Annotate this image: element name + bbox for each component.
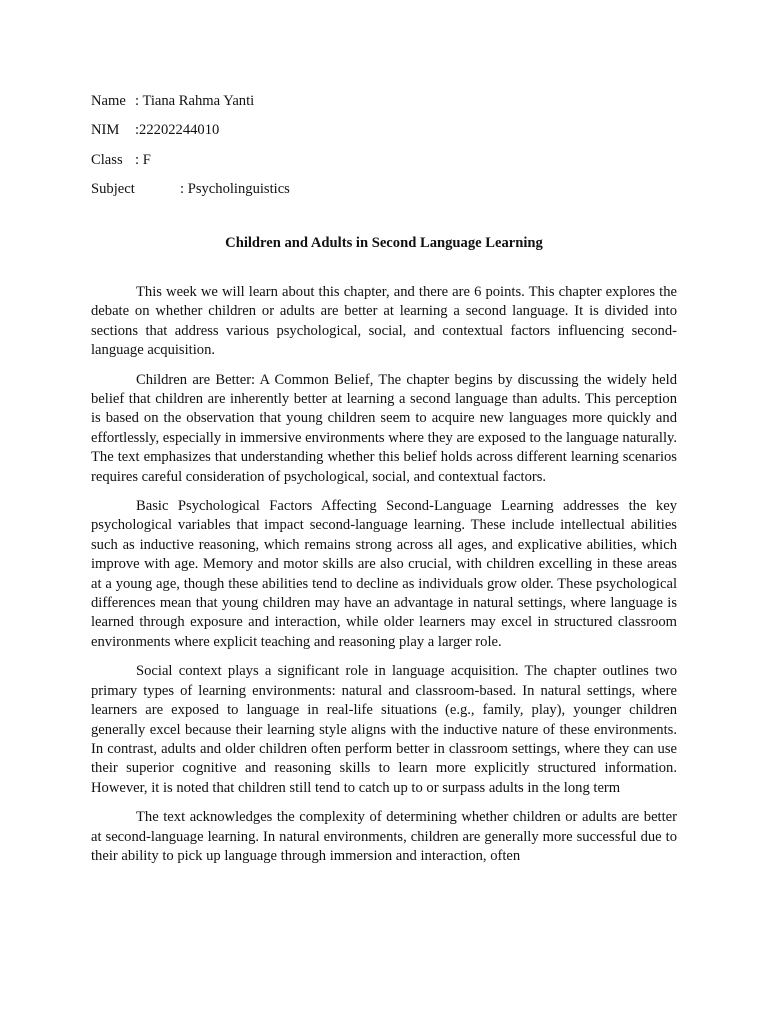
nim-value: :22202244010 [135,122,220,139]
name-value: : Tiana Rahma Yanti [135,93,255,109]
paragraph-intro: This week we will learn about this chapter, and there are 6 points. This chapter explores the debate on whether children or adults are better at learning a second language. It is divided into sections that address various psychological, social, and contextual factors influencing second-language acquisition. [91,283,677,359]
subject-value: : Psycholinguistics [180,181,290,198]
class-row [91,151,677,170]
document-body [91,283,677,866]
class-value: : F [135,151,151,168]
name-row [91,92,677,111]
paragraph-psychological-factors: Basic Psychological Factors Affecting Second-Language Learning addresses the key psychological variables that impact second-language learning. These include intellectual abilities such as inductive reasoning, which remains strong across all ages, and explicative abilities, which improve with age. Memory and motor skills are also crucial, with children excelling in these areas at a young age, though these abilities tend to decline as individuals grow older. These psychological differences mean that young children may have an advantage in natural settings, where language is learned through exposure and interaction, while older learners may excel in structured classroom environments where explicit teaching and reasoning play a larger role. [91,498,677,650]
document-page [91,92,677,866]
nim-row [91,121,677,140]
subject-row [91,180,677,199]
name-label: Name [91,93,126,109]
document-title: Children and Adults in Second Language Learning [225,234,543,251]
paragraph-complexity: The text acknowledges the complexity of determining whether children or adults are better at second-language learning. In natural environments, children are generally more successful due to their ability to pick up language through immersion and interaction, often [91,809,677,864]
paragraph-social-context: Social context plays a significant role in language acquisition. The chapter outlines two primary types of learning environments: natural and classroom-based. In natural settings, where learners are exposed to language in real-life situations (e.g., family, play), younger children generally excel because their learning style aligns with the inductive nature of these environments. In contrast, adults and older children often perform better in classroom settings, where they can use their superior cognitive and reasoning skills to learn more explicitly structured information. However, it is noted that children still tend to catch up to or surpass adults in the long term [91,663,677,796]
paragraph-common-belief: Children are Better: A Common Belief, The chapter begins by discussing the widely held belief that children are inherently better at learning a second language than adults. This perception is based on the observation that young children seem to acquire new languages more quickly and effortlessly, especially in immersive environments where they are exposed to the language naturally. The text emphasizes that understanding whether this belief holds across different learning scenarios requires careful consideration of psychological, social, and contextual factors. [91,371,677,485]
subject-label: Subject [91,181,135,198]
class-label: Class [91,151,123,168]
nim-label: NIM [91,122,120,139]
